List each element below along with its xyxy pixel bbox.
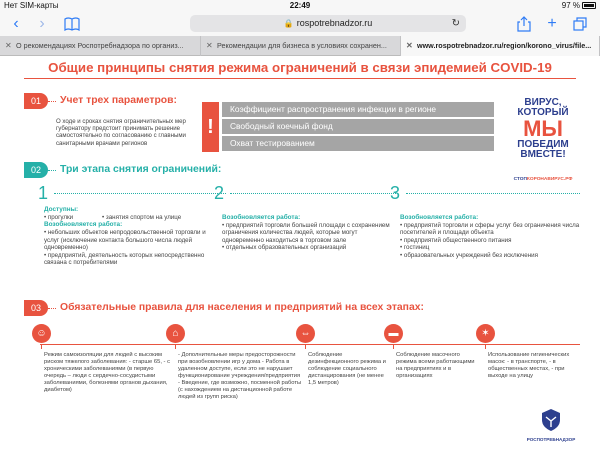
browser-tab-1[interactable] — [0, 36, 201, 56]
close-icon[interactable]: ✕ — [406, 41, 413, 50]
stage-3-item: • предприятий общественного питания — [400, 236, 512, 244]
section-number-2: 02 — [24, 162, 48, 178]
section-title-2: Три этапа снятия ограничений: — [60, 164, 222, 175]
stage-3-resume-heading: Возобновляется работа: — [400, 214, 479, 221]
agency-name: РОСПОТРЕБНАДЗОР — [526, 437, 576, 442]
rules-tick — [393, 344, 394, 349]
stage-1-allowed-heading: Доступны: — [44, 206, 79, 213]
lock-icon: 🔒 — [283, 19, 294, 28]
rule-text-4: Соблюдение масочного режима всеми работающими на предприятиях и в организациях — [396, 352, 475, 379]
status-bar — [0, 0, 600, 12]
new-tab-icon[interactable]: + — [547, 15, 557, 32]
carrier-label: Нет SIM-карты — [4, 1, 59, 10]
browser-toolbar — [0, 12, 600, 36]
stage-2-resume-heading: Возобновляется работа: — [222, 214, 301, 221]
rules-tick — [41, 344, 42, 349]
stage-2-item: • предприятий торговли большей площади с сохранением ограничения количества людей, которые могут одновременно находиться в торговом зале — [222, 222, 390, 244]
social-distance-icon: ⇔ — [296, 324, 315, 343]
reload-icon[interactable]: ↻ — [451, 18, 460, 29]
url-text: rospotrebnadzor.ru — [296, 18, 373, 28]
close-icon[interactable]: ✕ — [5, 41, 12, 50]
slogan-line-4: ПОБЕДИМ ВМЕСТЕ! — [517, 139, 569, 160]
browser-tab-3[interactable] — [401, 36, 600, 56]
agency-logo — [516, 408, 586, 442]
title-divider — [24, 78, 576, 79]
stage-1-allowed-walks: • прогулки — [44, 214, 74, 221]
address-bar[interactable] — [190, 15, 466, 32]
stage-2-rule — [230, 193, 398, 194]
stage-number-2: 2 — [213, 183, 224, 203]
slogan-line-3: МЫ — [523, 116, 563, 141]
stage-2-content — [222, 214, 390, 252]
section-1-rule — [48, 101, 56, 102]
back-icon[interactable]: ‹ — [13, 15, 19, 32]
tabs-overview-icon[interactable] — [570, 12, 590, 36]
campaign-slogan — [508, 98, 578, 160]
stage-3-item: • гостиниц — [400, 244, 430, 252]
stage-3-item: • образовательных учреждений без исключения — [400, 251, 538, 259]
battery-indicator — [562, 0, 596, 12]
clock: 22:49 — [289, 1, 311, 10]
rules-timeline — [40, 344, 580, 345]
share-icon[interactable] — [514, 12, 534, 36]
rules-tick — [305, 344, 306, 349]
stage-1-item: • предприятий, деятельность которых непосредственно связана с потребителями — [44, 251, 205, 267]
remote-work-icon: ⌂ — [166, 324, 185, 343]
battery-icon — [582, 2, 596, 9]
forward-icon[interactable]: › — [39, 15, 45, 32]
rules-tick — [175, 344, 176, 349]
section-title-1: Учет трех параметров: — [60, 95, 177, 106]
stage-3-item: • предприятий торговли и сферы услуг без ограничения числа посетителей и площади объекта — [400, 222, 580, 237]
campaign-site-prefix: СТОП — [513, 177, 527, 182]
rule-text-3: Соблюдение дезинфекционного режима и соблюдение социального дистанцирования (не менее 1,5 метров) — [308, 352, 386, 386]
elderly-person-icon: ☺ — [32, 324, 51, 343]
campaign-site-brand: КОРОНАВИРУС.РФ — [526, 177, 573, 182]
stage-2-item: • отдельных образовательных организаций — [222, 244, 347, 252]
rules-tick — [485, 344, 486, 349]
browser-tab-2[interactable] — [201, 36, 401, 56]
tab-strip — [0, 36, 600, 56]
section-number-3: 03 — [24, 300, 48, 316]
rule-text-2: - Дополнительные меры предосторожности при возобновлении игр у дома - Работа в удаленном доступе, если это не нарушает функционирование учреждения/предприятия - Введение, где возможно, посменной работы (с нахождением на дистанционной работе людей из групп риска) — [178, 352, 302, 400]
parameter-1: Коэффициент распространения инфекции в регионе — [222, 102, 494, 117]
parameter-2: Свободный коечный фонд — [222, 119, 494, 134]
stage-1-allowed-sport: • занятия спортом на улице — [102, 214, 182, 221]
stage-number-3: 3 — [389, 183, 400, 203]
stage-1-content — [44, 206, 216, 266]
stage-3-rule — [406, 193, 580, 194]
document-page — [0, 56, 600, 450]
tab-label: Рекомендации для бизнеса в условиях сохранен... — [217, 41, 387, 50]
section-number-1: 01 — [24, 93, 48, 109]
stage-3-content — [400, 214, 580, 259]
section-1-description: О ходе и сроках снятия ограничительных мер губернатору предстоит принимать решение самостоятельно по согласованию с главными санитарными врачами регионов — [56, 118, 186, 147]
tab-label: О рекомендациях Роспотребнадзора по организ... — [16, 41, 184, 50]
section-2-rule — [48, 170, 56, 171]
stage-number-1: 1 — [37, 183, 48, 203]
close-icon[interactable]: ✕ — [206, 41, 213, 50]
public-places-icon: ✶ — [476, 324, 495, 343]
page-title: Общие принципы снятия режима ограничений в связи эпидемией COVID-19 — [48, 60, 552, 75]
section-3-rule — [48, 308, 56, 309]
rule-text-1: Режим самоизоляции для людей с высоким риском тяжелого заболевания: - старше 65, - с хроническими заболеваниями (в первую очередь – люди с сердечно-сосудистыми заболеваниями, болезнями органов дыхания, диабетом) — [44, 352, 170, 393]
rule-text-5: Использование гигиенических масок: - в транспорте, - в общественных местах, - при выходе на улицу — [488, 352, 570, 379]
tab-label: www.rospotrebnadzor.ru/region/korono_virus/file... — [417, 41, 592, 50]
warning-icon: ! — [202, 102, 219, 152]
campaign-site — [508, 177, 578, 182]
battery-percent: 97 % — [561, 1, 580, 10]
parameter-3: Охват тестированием — [222, 136, 494, 151]
stage-1-item: • небольших объектов непродовольственной торговли и услуг (исключение контакта большого числа людей одновременно) — [44, 229, 206, 252]
bookmarks-icon[interactable] — [62, 12, 82, 36]
section-title-3: Обязательные правила для населения и предприятий на всех этапах: — [60, 302, 424, 313]
mask-icon: ▬ — [384, 324, 403, 343]
stage-1-rule — [54, 193, 226, 194]
stage-1-resume-heading: Возобновляется работа: — [44, 221, 123, 229]
slogan-line-2: КОТОРЫЙ — [517, 107, 569, 118]
slogan-line-1: ВИРУС, — [524, 97, 562, 108]
emblem-icon — [540, 408, 562, 432]
